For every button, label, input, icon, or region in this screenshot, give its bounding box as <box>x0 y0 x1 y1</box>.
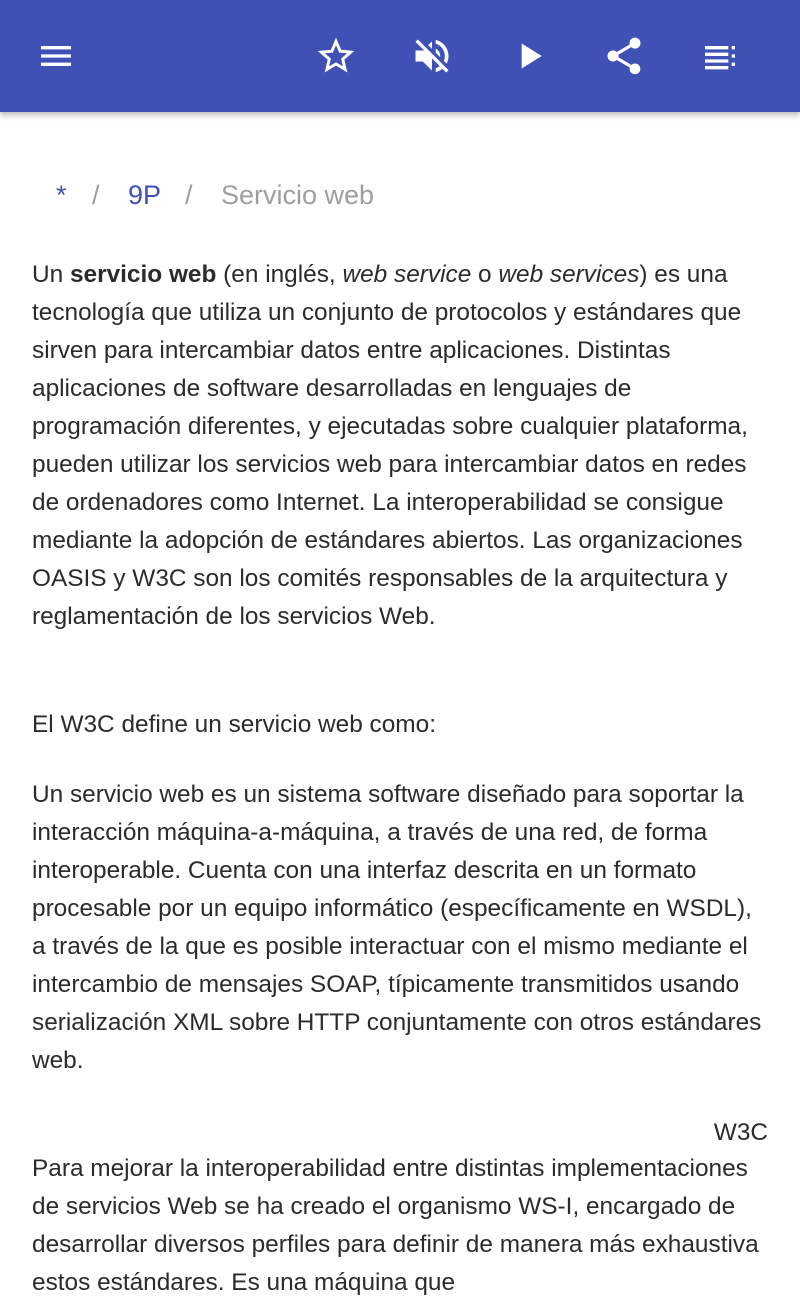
term-bold: servicio web <box>69 261 217 288</box>
share-button[interactable] <box>596 28 652 84</box>
quote-source: W3C <box>713 1119 768 1146</box>
breadcrumb-separator: / <box>92 180 100 210</box>
breadcrumb-link-9p[interactable]: 9P <box>128 180 162 210</box>
intro-text: (en inglés, <box>216 261 343 288</box>
intro-text: o <box>471 261 499 288</box>
intro-paragraph <box>32 256 772 636</box>
ws-i-paragraph: Para mejorar la interoperabilidad entre distintas implementaciones de servicios Web se ha creado el organismo WS-I, encargado de desarrollar diversos perfiles para definir de manera más exhaustiva estos estándares. Es una máquina que <box>32 1155 759 1296</box>
breadcrumb-current: Servicio web <box>221 180 375 210</box>
term-italic: web services <box>498 261 640 288</box>
contents-button[interactable] <box>692 28 748 84</box>
intro-text: Un <box>32 261 70 288</box>
favorite-button[interactable] <box>308 28 364 84</box>
mute-button[interactable] <box>404 28 460 84</box>
menu-button[interactable] <box>28 28 84 84</box>
top-app-bar <box>0 0 800 112</box>
share-icon <box>602 34 646 78</box>
menu-icon <box>36 36 76 76</box>
play-icon <box>510 36 550 76</box>
star-outline-icon <box>314 34 358 78</box>
volume-off-icon <box>410 34 454 78</box>
term-italic: web service <box>342 261 472 288</box>
playlist-icon <box>700 36 740 76</box>
breadcrumb-link-root[interactable]: * <box>56 180 67 210</box>
definition-intro-paragraph: El W3C define un servicio web como: <box>32 711 436 738</box>
quote-paragraph: Un servicio web es un sistema software diseñado para soportar la interacción máquina-a-máquina, a través de una red, de forma interoperable. Cuenta con una interfaz descrita en un formato procesable por un equipo informático (específicamente en WSDL), a través de la que es posible interactuar con el mismo mediante el intercambio de mensajes SOAP, típicamente transmitidos usando serialización XML sobre HTTP conjuntamente con otros estándares web. <box>32 781 762 1074</box>
intro-text: ) es una tecnología que utiliza un conjunto de protocolos y estándares que sirven para intercambiar datos entre aplicaciones. Distintas aplicaciones de software desarrolladas en lenguajes de programación diferentes, y ejecutadas sobre cualquier plataforma, pueden utilizar los servicios web para intercambiar datos en redes de ordenadores como Internet. La interoperabilidad se consigue mediante la adopción de estándares abiertos. Las organizaciones OASIS y W3C son los comités responsables de la arquitectura y reglamentación de los servicios Web. <box>32 261 748 630</box>
play-button[interactable] <box>502 28 558 84</box>
breadcrumb-separator: / <box>185 180 193 210</box>
